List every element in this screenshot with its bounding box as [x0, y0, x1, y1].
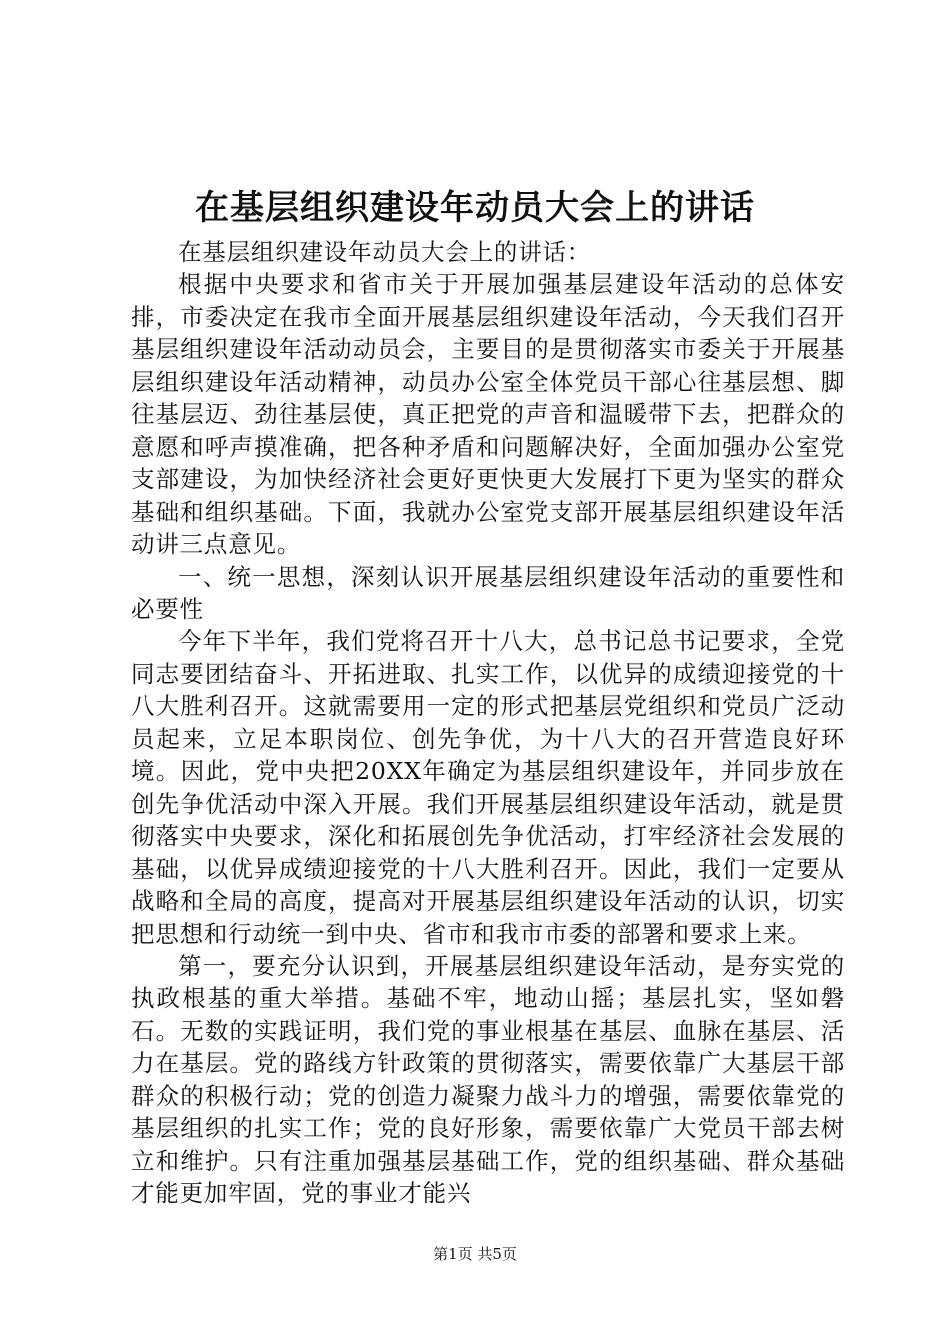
document-body	[131, 236, 845, 1210]
document-title: 在基层组织建设年动员大会上的讲话	[195, 188, 755, 228]
paragraph-background: 今年下半年，我们党将召开十八大，总书记总书记要求，全党同志要团结奋斗、开拓进取、扎实工作，以优异的成绩迎接党的十八大胜利召开。这就需要用一定的形式把基层党组织和党员广泛动员起来，立足本职岗位、创先争优，为十八大的召开营造良好环境。因此，党中央把20XX年确定为基层组织建设年，并同步放在创先争优活动中深入开展。我们开展基层组织建设年活动，就是贯彻落实中央要求，深化和拓展创先争优活动，打牢经济社会发展的基础，以优异成绩迎接党的十八大胜利召开。因此，我们一定要从战略和全局的高度，提高对开展基层组织建设年活动的认识，切实把思想和行动统一到中央、省市和我市市委的部署和要求上来。	[131, 627, 845, 948]
page-footer: 第1页 共5页	[433, 1245, 517, 1263]
paragraph-greeting: 在基层组织建设年动员大会上的讲话：	[178, 238, 592, 266]
paragraph-point-1: 第一，要充分认识到，开展基层组织建设年活动，是夯实党的执政根基的重大举措。基础不牢，地动山摇；基层扎实，坚如磐石。无数的实践证明，我们党的事业根基在基层、血脉在基层、活力在基层。党的路线方针政策的贯彻落实，需要依靠广大基层干部群众的积极行动；党的创造力凝聚力战斗力的增强，需要依靠党的基层组织的扎实工作；党的良好形象，需要依靠广大党员干部去树立和维护。只有注重加强基层基础工作，党的组织基础、群众基础才能更加牢固，党的事业才能兴	[131, 951, 845, 1208]
paragraph-intro: 根据中央要求和省市关于开展加强基层建设年活动的总体安排，市委决定在我市全面开展基层组织建设年活动，今天我们召开基层组织建设年活动动员会，主要目的是贯彻落实市委关于开展基层组织建设年活动精神，动员办公室全体党员干部心往基层想、脚往基层迈、劲往基层使，真正把党的声音和温暖带下去，把群众的意愿和呼声摸准确，把各种矛盾和问题解决好，全面加强办公室党支部建设，为加快经济社会更好更快更大发展打下更为坚实的群众基础和组织基础。下面，我就办公室党支部开展基层组织建设年活动讲三点意见。	[131, 270, 845, 559]
section-heading-1: 一、统一思想，深刻认识开展基层组织建设年活动的重要性和必要性	[131, 562, 845, 623]
